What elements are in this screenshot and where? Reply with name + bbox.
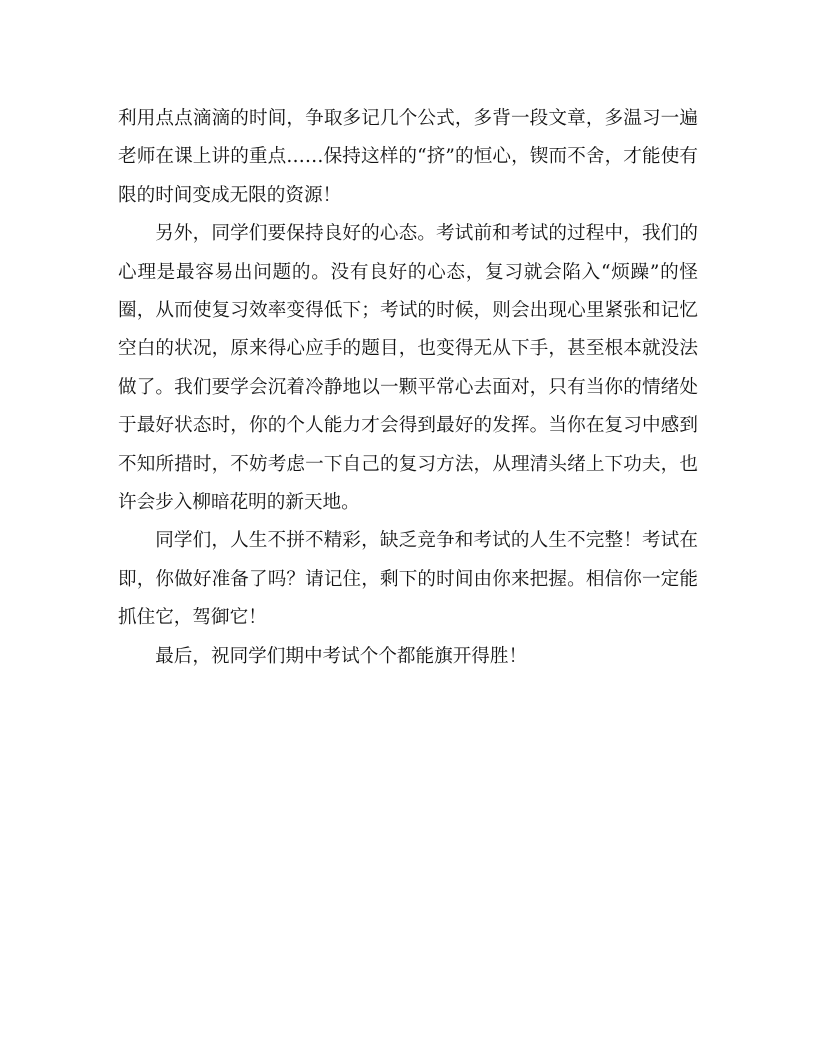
- paragraph-continuation: 利用点点滴滴的时间，争取多记几个公式，多背一段文章，多温习一遍老师在课上讲的重点……保持这样的“挤”的恒心，锲而不舍，才能使有限的时间变成无限的资源！: [118, 108, 698, 206]
- paragraph-mindset: 另外，同学们要保持良好的心态。考试前和考试的过程中，我们的心理是最容易出问题的。没有良好的心态，复习就会陷入“烦躁”的怪圈，从而使复习效率变得低下；考试的时候，则会出现心里紧张和记忆空白的状况，原来得心应手的题目，也变得无从下手，甚至根本就没法做了。我们要学会沉着冷静地以一颗平常心去面对，只有当你的情绪处于最好状态时，你的个人能力才会得到最好的发挥。当你在复习中感到不知所措时，不妨考虑一下自己的复习方法，从理清头绪上下功夫，也许会步入柳暗花明的新天地。: [118, 223, 698, 514]
- paragraph-closing: 最后，祝同学们期中考试个个都能旗开得胜！: [155, 645, 528, 667]
- paragraph-encouragement: 同学们，人生不拼不精彩，缺乏竞争和考试的人生不完整！考试在即，你做好准备了吗？请记住，剩下的时间由你来把握。相信你一定能抓住它，驾御它！: [118, 530, 698, 629]
- document-body: [118, 100, 698, 676]
